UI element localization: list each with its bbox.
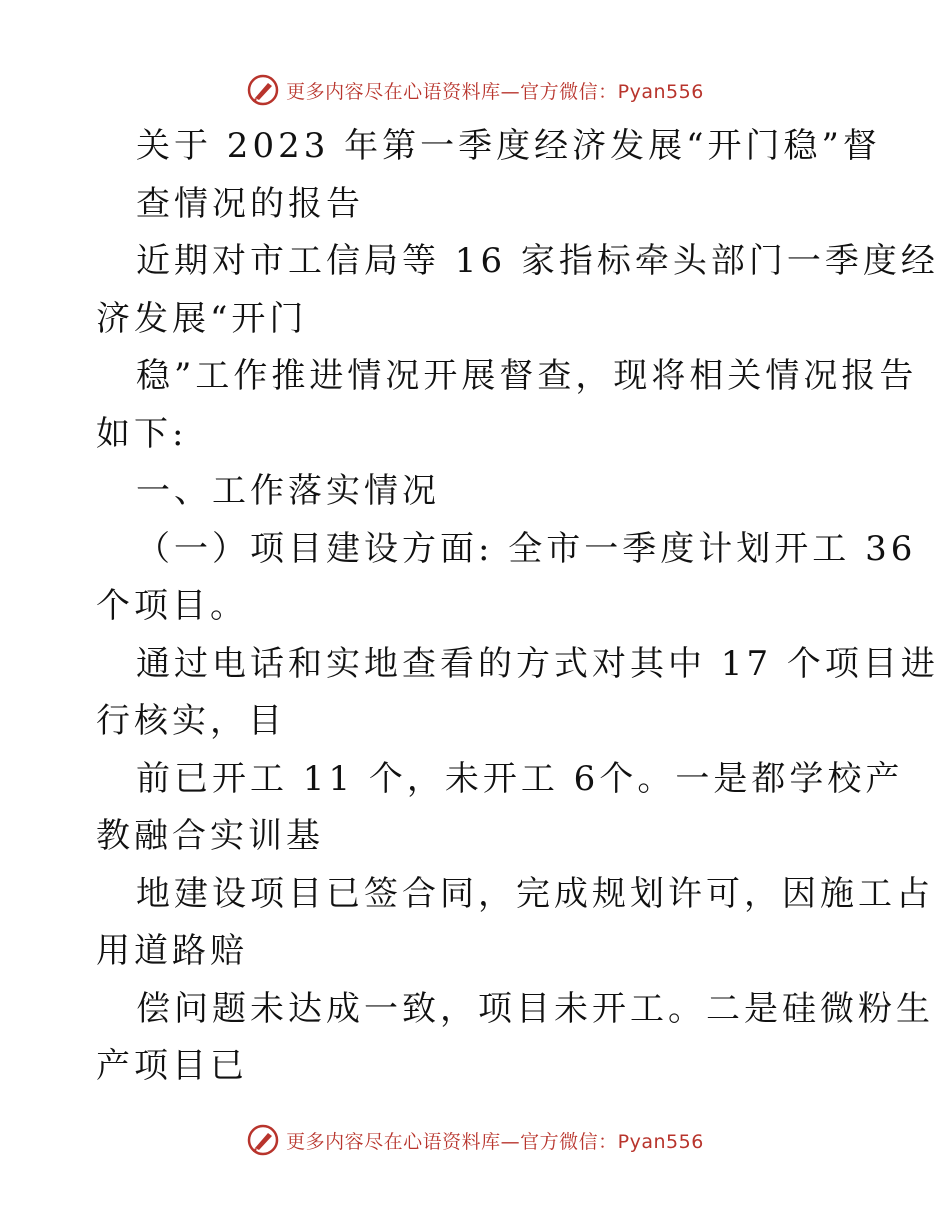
text-line: 行核实，目 xyxy=(96,701,286,741)
text-line: （一）项目建设方面: 全市一季度计划开工 36 xyxy=(136,528,917,569)
watermark-text: 更多内容尽在心语资料库—官方微信：Pyan556 xyxy=(286,80,704,103)
text-line: 如下: xyxy=(96,413,188,454)
footer-watermark xyxy=(0,1120,950,1160)
header-watermark xyxy=(0,70,950,110)
text-line: 前已开工 11 个，未开工 6个。一是都学校产 xyxy=(136,758,904,799)
text-line: 济发展“开门 xyxy=(96,298,308,339)
text-line: 用道路赔 xyxy=(96,931,248,971)
text-line: 产项目已 xyxy=(96,1046,248,1086)
text-line: 关于 2023 年第一季度经济发展“开门稳”督 xyxy=(136,126,881,166)
text-line: 偿问题未达成一致，项目未开工。二是硅微粉生 xyxy=(136,988,934,1029)
text-line: 通过电话和实地查看的方式对其中 17 个项目进 xyxy=(136,643,939,684)
text-line: 稳”工作推进情况开展督查，现将相关情况报告 xyxy=(136,356,918,396)
section-heading: 一、工作落实情况 xyxy=(136,471,440,511)
text-line: 近期对市工信局等 16 家指标牵头部门一季度经 xyxy=(136,241,939,281)
watermark-text: 更多内容尽在心语资料库—官方微信：Pyan556 xyxy=(286,1130,704,1153)
text-line: 教融合实训基 xyxy=(96,816,324,856)
pen-logo-icon xyxy=(246,1123,280,1157)
text-line: 地建设项目已签合同，完成规划许可，因施工占 xyxy=(136,873,934,914)
text-line: 个项目。 xyxy=(96,586,248,626)
pen-logo-icon xyxy=(246,73,280,107)
text-line: 查情况的报告 xyxy=(136,183,364,224)
document-body xyxy=(96,118,939,1096)
